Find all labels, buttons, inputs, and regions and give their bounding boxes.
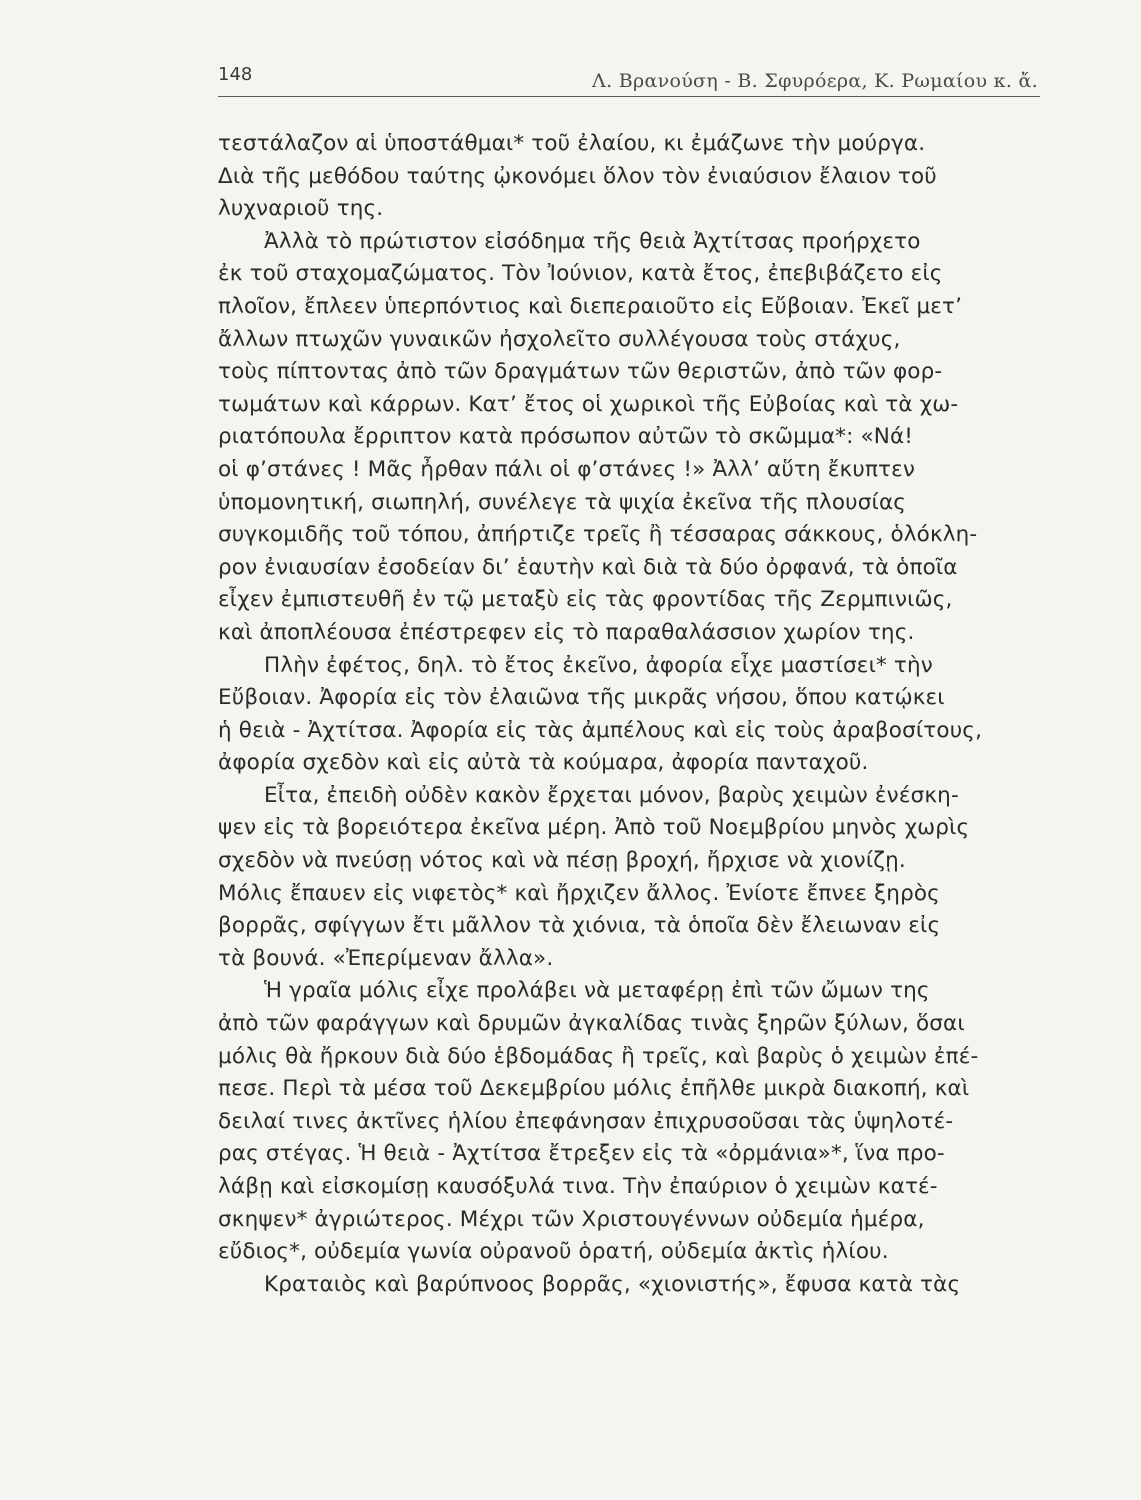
text-line: ἡ θειὰ - Ἀχτίτσα. Ἀφορία εἰς τὰς ἀμπέλους καὶ εἰς τοὺς ἀραβοσίτους, [218,717,983,743]
text-line: τοὺς πίπτοντας ἀπὸ τῶν δραγμάτων τῶν θεριστῶν, ἀπὸ τῶν φορ- [218,359,943,385]
header-rule [218,96,1040,97]
text-line: μόλις θὰ ἤρκουν διὰ δύο ἑβδομάδας ἢ τρεῖς, καὶ βαρὺς ὁ χειμὼν ἐπέ- [218,1043,979,1069]
text-line: ριατόπουλα ἔρριπτον κατὰ πρόσωπον αὐτῶν τὸ σκῶμμα*: «Νά! [218,424,914,450]
text-line: Μόλις ἔπαυεν εἰς νιφετὸς* καὶ ἤρχιζεν ἄλλος. Ἐνίοτε ἔπνεε ξηρὸς [218,880,940,906]
text-line: λυχναριοῦ της. [218,196,384,222]
running-head [218,60,1038,98]
page-number: 148 [218,64,253,85]
running-head-authors: Λ. Βρανούση - Β. Σφυρόερα, Κ. Ρωμαίου κ. ἄ. [592,70,1038,92]
text-line: σχεδὸν νὰ πνεύσῃ νότος καὶ νὰ πέσῃ βροχή, ἤρχισε νὰ χιονίζῃ. [218,848,906,874]
text-line: πεσε. Περὶ τὰ μέσα τοῦ Δεκεμβρίου μόλις ἐπῆλθε μικρὰ διακοπή, καὶ [218,1076,970,1102]
text-line: ἐκ τοῦ σταχομαζώματος. Τὸν Ἰούνιον, κατὰ ἔτος, ἐπεβιβάζετο εἰς [218,261,943,287]
text-line: λάβῃ καὶ εἰσκομίσῃ καυσόξυλά τινα. Τὴν ἐπαύριον ὁ χειμὼν κατέ- [218,1174,938,1199]
text-line: καὶ ἀποπλέουσα ἐπέστρεφεν εἰς τὸ παραθαλάσσιον χωρίον της. [218,619,915,645]
paragraph-start-line: Ἀλλὰ τὸ πρώτιστον εἰσόδημα τῆς θειὰ Ἀχτίτσας προήρχετο [264,228,921,254]
text-line: Εὔβοιαν. Ἀφορία εἰς τὸν ἐλαιῶνα τῆς μικρᾶς νήσου, ὅπου κατῴκει [218,685,945,711]
text-line: ἀφορία σχεδὸν καὶ εἰς αὐτὰ τὰ κούμαρα, ἀφορία πανταχοῦ. [218,750,869,776]
text-line: δειλαί τινες ἀκτῖνες ἡλίου ἐπεφάνησαν ἐπιχρυσοῦσαι τὰς ὑψηλοτέ- [218,1108,954,1134]
text-line: Διὰ τῆς μεθόδου ταύτης ᾠκονόμει ὅλον τὸν ἐνιαύσιον ἔλαιον τοῦ [218,163,937,189]
text-line: τὰ βουνά. «Ἐπερίμεναν ἄλλα». [218,945,554,971]
paragraph-start-line: Κραταιὸς καὶ βαρύπνοος βορρᾶς, «χιονιστής», ἔφυσα κατὰ τὰς [264,1271,961,1297]
text-line: ρας στέγας. Ἡ θειὰ - Ἀχτίτσα ἔτρεξεν εἰς τὰ «ὀρμάνια»*, ἵνα προ- [218,1141,945,1167]
text-line: ψεν εἰς τὰ βορειότερα ἐκεῖνα μέρη. Ἀπὸ τοῦ Νοεμβρίου μηνὸς χωρὶς [218,815,970,841]
paragraph-start-line: Ἡ γραῖα μόλις εἶχε προλάβει νὰ μεταφέρῃ ἐπὶ τῶν ὤμων της [264,978,930,1004]
text-line: τωμάτων καὶ κάρρων. Κατ’ ἔτος οἱ χωρικοὶ τῆς Εὐβοίας καὶ τὰ χω- [218,391,959,417]
text-line: εἶχεν ἐμπιστευθῆ ἐν τῷ μεταξὺ εἰς τὰς φροντίδας τῆς Ζερμπινιῶς, [218,587,953,613]
text-line: εὔδιος*, οὐδεμία γωνία οὐρανοῦ ὁρατή, οὐδεμία ἀκτὶς ἡλίου. [218,1239,889,1265]
text-line: ἄλλων πτωχῶν γυναικῶν ἠσχολεῖτο συλλέγουσα τοὺς στάχυς, [218,326,901,352]
text-line: ὑπομονητική, σιωπηλή, συνέλεγε τὰ ψιχία ἐκεῖνα τῆς πλουσίας [218,489,907,515]
text-line: οἱ φ’στάνες ! Μᾶς ἦρθαν πάλι οἱ φ’στάνες !» Ἀλλ’ αὕτη ἔκυπτεν [218,456,916,482]
paragraph-start-line: Πλὴν ἐφέτος, δηλ. τὸ ἔτος ἐκεῖνο, ἀφορία εἶχε μαστίσει* τὴν [264,652,933,678]
text-line: ἀπὸ τῶν φαράγγων καὶ δρυμῶν ἀγκαλίδας τινὰς ξηρῶν ξύλων, ὅσαι [218,1011,965,1037]
body-text [218,128,1048,1301]
paragraph-start-line: Εἶτα, ἐπειδὴ οὐδὲν κακὸν ἔρχεται μόνον, βαρὺς χειμὼν ἐνέσκη- [264,782,959,808]
text-line: ρον ἐνιαυσίαν ἐσοδείαν δι’ ἑαυτὴν καὶ διὰ τὰ δύο ὀρφανά, τὰ ὁποῖα [218,554,958,580]
text-line: τεστάλαζον αἱ ὑποστάθμαι* τοῦ ἐλαίου, κι ἐμάζωνε τὴν μούργα. [218,131,926,156]
text-line: βορρᾶς, σφίγγων ἔτι μᾶλλον τὰ χιόνια, τὰ ὁποῖα δὲν ἔλειωναν εἰς [218,913,941,939]
text-line: συγκομιδῆς τοῦ τόπου, ἀπήρτιζε τρεῖς ἢ τέσσαρας σάκκους, ὁλόκλη- [218,522,978,548]
text-line: σκηψεν* ἀγριώτερος. Μέχρι τῶν Χριστουγέννων οὐδεμία ἡμέρα, [218,1206,925,1232]
text-line: πλοῖον, ἔπλεεν ὑπερπόντιος καὶ διεπεραιοῦτο εἰς Εὔβοιαν. Ἐκεῖ μετ’ [218,293,963,319]
